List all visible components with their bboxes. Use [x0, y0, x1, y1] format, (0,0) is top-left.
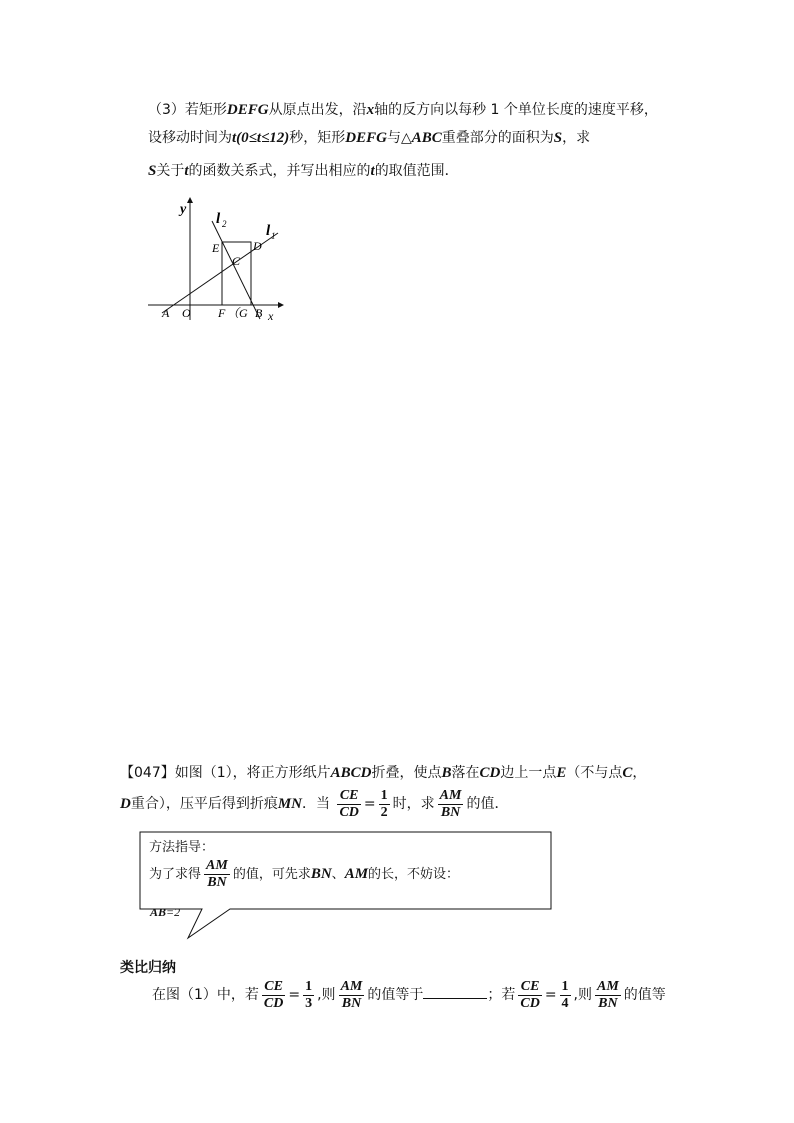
text: 关于	[156, 163, 185, 179]
numerator: AM	[439, 787, 462, 803]
denominator: 3	[305, 995, 313, 1011]
problem47-line1	[120, 763, 646, 783]
text: 为了求得	[149, 867, 202, 882]
fraction-third	[303, 979, 314, 1012]
problem3-line1	[148, 100, 658, 120]
text: 时，求	[392, 796, 435, 812]
fraction-am-bn	[204, 858, 230, 891]
numerator: 1	[380, 787, 388, 803]
text: 在图（1）中，若	[152, 987, 259, 1003]
text: 与△	[386, 130, 412, 146]
fraction-ce-cd	[262, 979, 285, 1012]
y-axis-arrow	[187, 197, 193, 203]
fraction-quarter	[560, 979, 571, 1012]
text: 重合），压平后得到折痕	[130, 796, 278, 812]
numerator: CE	[518, 979, 541, 996]
text: ，求	[562, 130, 591, 146]
text: 、	[331, 867, 345, 882]
segment-am: AM	[344, 866, 369, 882]
fraction-ce-cd	[337, 788, 360, 821]
text: ；若	[487, 987, 516, 1003]
label-l1-sub: 1	[271, 231, 276, 241]
denominator: 2	[380, 804, 388, 820]
denominator: BN	[207, 875, 227, 890]
triangle-name: ABC	[411, 130, 442, 146]
text: 从原点出发，沿	[268, 102, 367, 118]
text: 的函数关系式，并写出相应的	[188, 163, 371, 179]
text: 的取值范围．	[374, 163, 459, 179]
equals-sign: =	[288, 987, 301, 1003]
analogy-line	[152, 977, 666, 1013]
segment-ab: AB	[150, 905, 167, 919]
label-c: C	[232, 254, 241, 268]
value: =2	[166, 905, 181, 919]
text: 重叠部分的面积为	[441, 130, 554, 146]
label-x: x	[268, 309, 274, 323]
denominator: BN	[341, 995, 362, 1011]
label-b: B	[255, 306, 263, 320]
problem3-line2	[148, 128, 590, 148]
geometry-figure	[140, 195, 290, 325]
text: （不与点	[566, 765, 623, 781]
label-e: E	[212, 241, 220, 255]
point-d: D	[120, 796, 131, 812]
hint-title: 方法指导：	[149, 840, 215, 855]
numerator: AM	[340, 978, 363, 994]
text: ,则	[573, 987, 592, 1003]
point-b: B	[441, 765, 452, 781]
crease-mn: MN	[277, 796, 303, 812]
fraction-half	[379, 788, 390, 821]
fraction-am-bn	[438, 788, 464, 821]
point-e: E	[556, 765, 567, 781]
text: 设移动时间为	[148, 130, 232, 146]
denominator: BN	[598, 995, 618, 1011]
segment-bn: BN	[310, 866, 332, 882]
label-g: （G	[227, 306, 248, 320]
hint-line	[149, 856, 459, 893]
rect-name: DEFG	[226, 102, 269, 118]
denominator: CD	[263, 995, 284, 1011]
point-c: C	[622, 765, 633, 781]
label-l2: l	[216, 211, 221, 227]
label-l2-sub: 2	[222, 219, 227, 229]
square-name: ABCD	[330, 765, 372, 781]
label-a: A	[162, 306, 170, 320]
fraction-ce-cd	[518, 979, 541, 1012]
equals-sign: =	[363, 796, 376, 812]
text: ,则	[317, 987, 336, 1003]
var-t: t	[370, 163, 375, 179]
side-cd: CD	[479, 765, 501, 781]
text: 折叠，使点	[371, 765, 442, 781]
text: ．当	[302, 796, 331, 812]
text: 落在	[451, 765, 480, 781]
var-s: S	[148, 163, 157, 179]
hint-ab-assumption	[150, 902, 180, 922]
numerator: CE	[262, 979, 285, 996]
axis-name: x	[366, 102, 375, 118]
denominator: CD	[339, 804, 359, 820]
problem47-line2	[120, 786, 508, 822]
fraction-am-bn	[339, 979, 365, 1012]
label-d: D	[253, 239, 262, 253]
text: 的值等	[623, 987, 666, 1003]
rect-name: DEFG	[345, 130, 387, 146]
x-axis-arrow	[278, 302, 284, 308]
label-y: y	[180, 202, 187, 217]
text: （3）若矩形	[148, 102, 227, 118]
numerator: AM	[206, 858, 228, 873]
text: 边上一点	[500, 765, 557, 781]
line-l2	[212, 221, 260, 319]
numerator: CE	[337, 788, 360, 805]
text: 的值．	[466, 796, 509, 812]
rectangle-defg	[222, 242, 251, 305]
text: 【047】如图（1），将正方形纸片	[120, 765, 331, 781]
var-t: t	[184, 163, 189, 179]
text: 的长，不妨设：	[368, 867, 460, 882]
equals-sign: =	[544, 987, 557, 1003]
answer-blank[interactable]	[423, 984, 487, 999]
label-l1: l	[266, 223, 271, 239]
numerator: 1	[305, 978, 313, 994]
text: 的值等于	[367, 987, 424, 1003]
var-s: S	[553, 130, 563, 146]
denominator: BN	[440, 804, 461, 820]
numerator: 1	[561, 978, 569, 994]
denominator: 4	[561, 995, 569, 1011]
analogy-heading: 类比归纳	[120, 960, 176, 976]
denominator: CD	[520, 995, 540, 1011]
label-f: F	[218, 306, 226, 320]
text: ，	[632, 765, 647, 781]
text: 秒，矩形	[289, 130, 346, 146]
text: 的值，可先求	[232, 867, 311, 882]
text: 轴的反方向以每秒 1 个单位长度的速度平移，	[374, 102, 658, 118]
label-o: O	[182, 306, 191, 320]
numerator: AM	[597, 978, 619, 994]
time-range: t(0≤t≤12)	[232, 130, 290, 146]
fraction-am-bn	[595, 979, 621, 1012]
problem3-line3	[148, 161, 459, 181]
